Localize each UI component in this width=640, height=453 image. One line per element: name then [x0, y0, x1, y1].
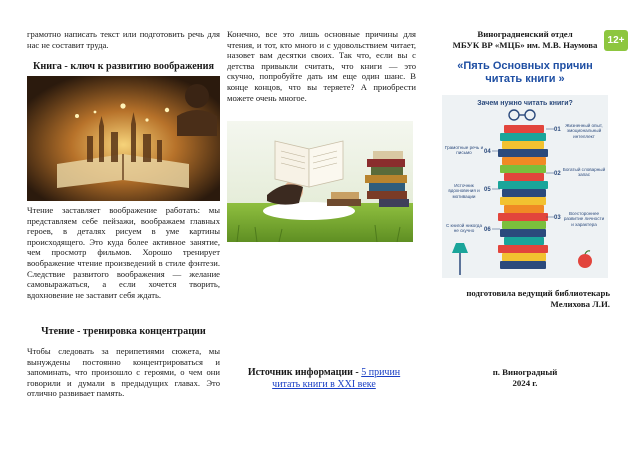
infographic-title: Зачем нужно читать книги? — [477, 100, 573, 107]
heading-imagination: Книга - ключ к развитию воображения — [33, 61, 214, 72]
fantasy-book-illustration — [27, 76, 220, 201]
intro-text: грамотно написать текст или подготовить речь для нас не составит труда. — [27, 29, 220, 50]
reason-2-text: Богатый словарный запас — [562, 167, 606, 178]
apple-icon — [578, 254, 592, 268]
source-line — [239, 367, 409, 391]
source-link[interactable]: 5 причин читать книги в XXI веке — [272, 367, 401, 390]
reason-5-number: 05 — [484, 187, 491, 193]
book-stack — [498, 125, 548, 269]
reason-1-number: 01 — [554, 127, 561, 133]
year: 2024 г. — [512, 378, 538, 388]
place: п. Виноградный — [492, 367, 558, 377]
heading-concentration: Чтение - тренировка концентрации — [41, 326, 206, 337]
reason-2-number: 02 — [554, 171, 561, 177]
reason-6-text: С книгой никогда не скучно — [445, 223, 483, 234]
org-line-1: Виноградненский отдел — [477, 29, 573, 39]
imagination-paragraph: Чтение заставляет воображение работать: мы представляем себе пейзажи, воображаем главных героев, в деталях рисуем в уме картины происходящего. Это куда более активное занятие, чем просмотр фильмов. Хорошо тренирует воображение чтение произведений в стиле фэнтези. Следствие развитого воображения — желание самовыражаться, а если хочется творить, вдохновение не заставит себя ждать. — [27, 205, 220, 300]
reason-3-text: Всестороннее развитие личности и характера — [563, 211, 605, 227]
credit-line-1: подготовила ведущий библиотекарь — [466, 288, 610, 298]
why-read-infographic — [442, 95, 608, 278]
credit-line-2: Мелихова Л.И. — [550, 299, 610, 309]
conclusion-paragraph: Конечно, все это лишь основные причины для чтения, и тот, кто много и с удовольствием читает, назовет вам десятки своих. Так что, если вы с детства привыкли считать, что книги — это скучно, попробуйте дать им еще один шанс. В конце концов, что вы теряете? А приобрести можете очень многое. — [227, 29, 416, 103]
brochure-title: «Пять Основных причин читать книги » — [457, 60, 593, 85]
reason-4-text: Грамотные речь и письмо — [444, 145, 484, 156]
reason-4-number: 04 — [484, 149, 491, 155]
reason-5-text: Источник вдохновения и мотивации — [448, 183, 480, 199]
concentration-paragraph: Чтобы следовать за перипетиями сюжета, мы вынуждены постоянно концентрироваться и запоминать, что произошло с героями, о чем они говорили и думали в предыдущих главах. Это отлично развивает память. — [27, 346, 220, 399]
reason-3-number: 03 — [554, 215, 561, 221]
reason-6-number: 06 — [484, 227, 491, 233]
reason-1-text: Жизненный опыт, эмоциональный интеллект — [565, 123, 603, 139]
reading-girl-photo — [227, 121, 413, 242]
source-label: Источник информации - — [247, 367, 362, 378]
age-rating-badge: 12+ — [604, 30, 628, 51]
org-line-2: МБУК ВР «МЦБ» им. М.В. Наумова — [452, 40, 598, 50]
